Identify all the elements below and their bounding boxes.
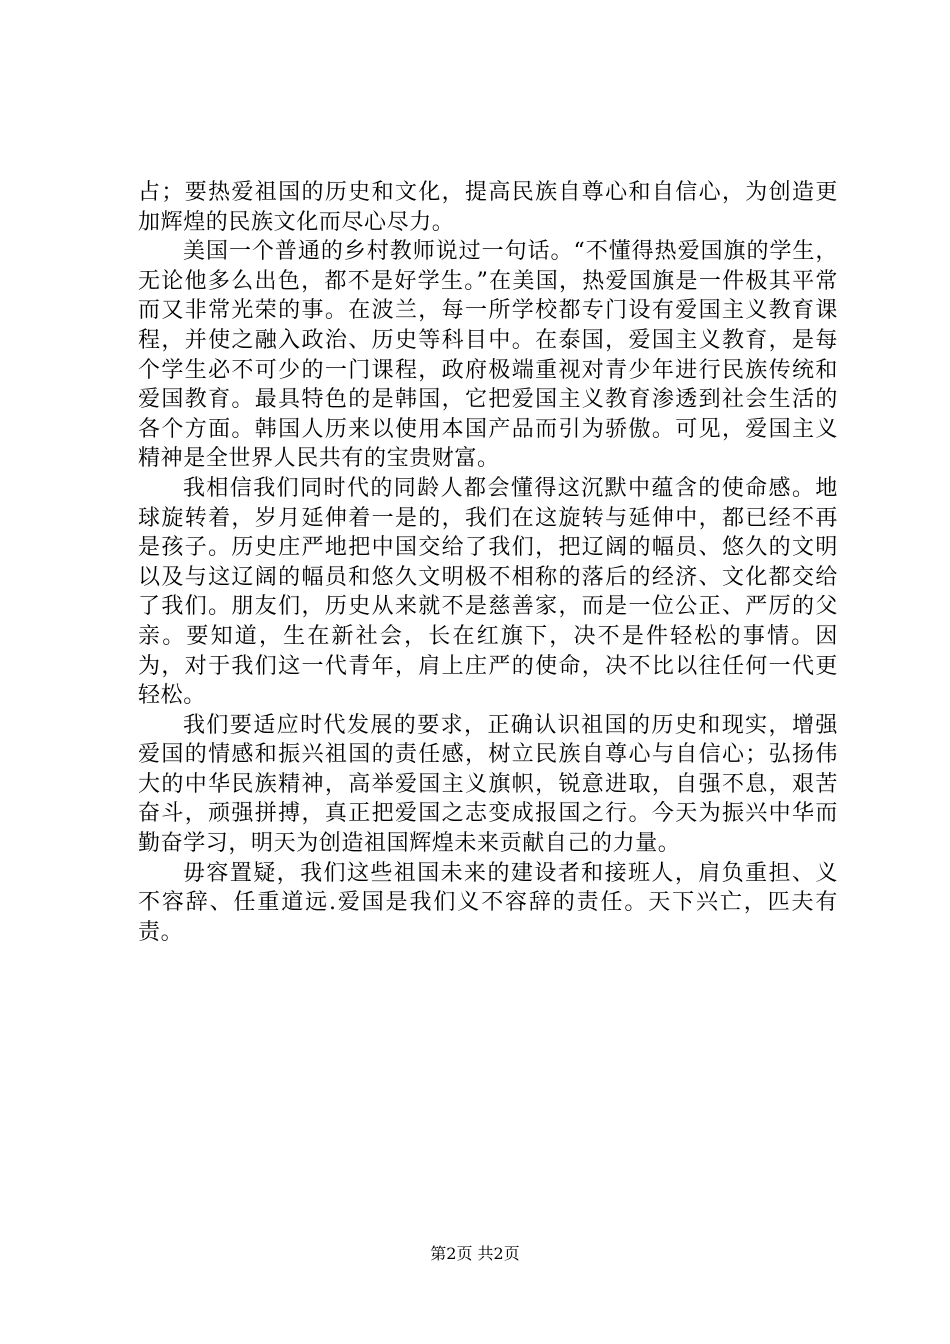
page-number-footer: 第2页 共2页 (430, 1244, 520, 1263)
paragraph-3: 我相信我们同时代的同龄人都会懂得这沉默中蕴含的使命感。地球旋转着，岁月延伸着一是的，我们在这旋转与延伸中，都已经不再是孩子。历史庄严地把中国交给了我们，把辽阔的幅员、悠久的文明以及与这辽阔的幅员和悠久文明极不相称的落后的经济、文化都交给了我们。朋友们，历史从来就不是慈善家，而是一位公正、严厉的父亲。要知道，生在新社会，长在红旗下，决不是件轻松的事情。因为，对于我们这一代青年，肩上庄严的使命，决不比以往任何一代更轻松。 (138, 475, 838, 709)
document-body (138, 178, 838, 947)
paragraph-2: 美国一个普通的乡村教师说过一句话。“不懂得热爱国旗的学生，无论他多么出色，都不是好学生。”在美国，热爱国旗是一件极其平常而又非常光荣的事。在波兰，每一所学校都专门设有爱国主义教育课程，并使之融入政治、历史等科目中。在泰国，爱国主义教育，是每个学生必不可少的一门课程，政府极端重视对青少年进行民族传统和爱国教育。最具特色的是韩国，它把爱国主义教育渗透到社会生活的各个方面。韩国人历来以使用本国产品而引为骄傲。可见，爱国主义精神是全世界人民共有的宝贵财富。 (138, 239, 838, 472)
paragraph-1: 占；要热爱祖国的历史和文化，提高民族自尊心和自信心，为创造更加辉煌的民族文化而尽心尽力。 (138, 180, 838, 235)
paragraph-5: 毋容置疑，我们这些祖国未来的建设者和接班人，肩负重担、义不容辞、任重道远.爱国是我们义不容辞的责任。天下兴亡，匹夫有责。 (138, 860, 838, 945)
paragraph-4: 我们要适应时代发展的要求，正确认识祖国的历史和现实，增强爱国的情感和振兴祖国的责任感，树立民族自尊心与自信心；弘扬伟大的中华民族精神，高举爱国主义旗帜，锐意进取，自强不息，艰苦奋斗，顽强拼搏，真正把爱国之志变成报国之行。今天为振兴中华而勤奋学习，明天为创造祖国辉煌未来贡献自己的力量。 (138, 712, 838, 857)
